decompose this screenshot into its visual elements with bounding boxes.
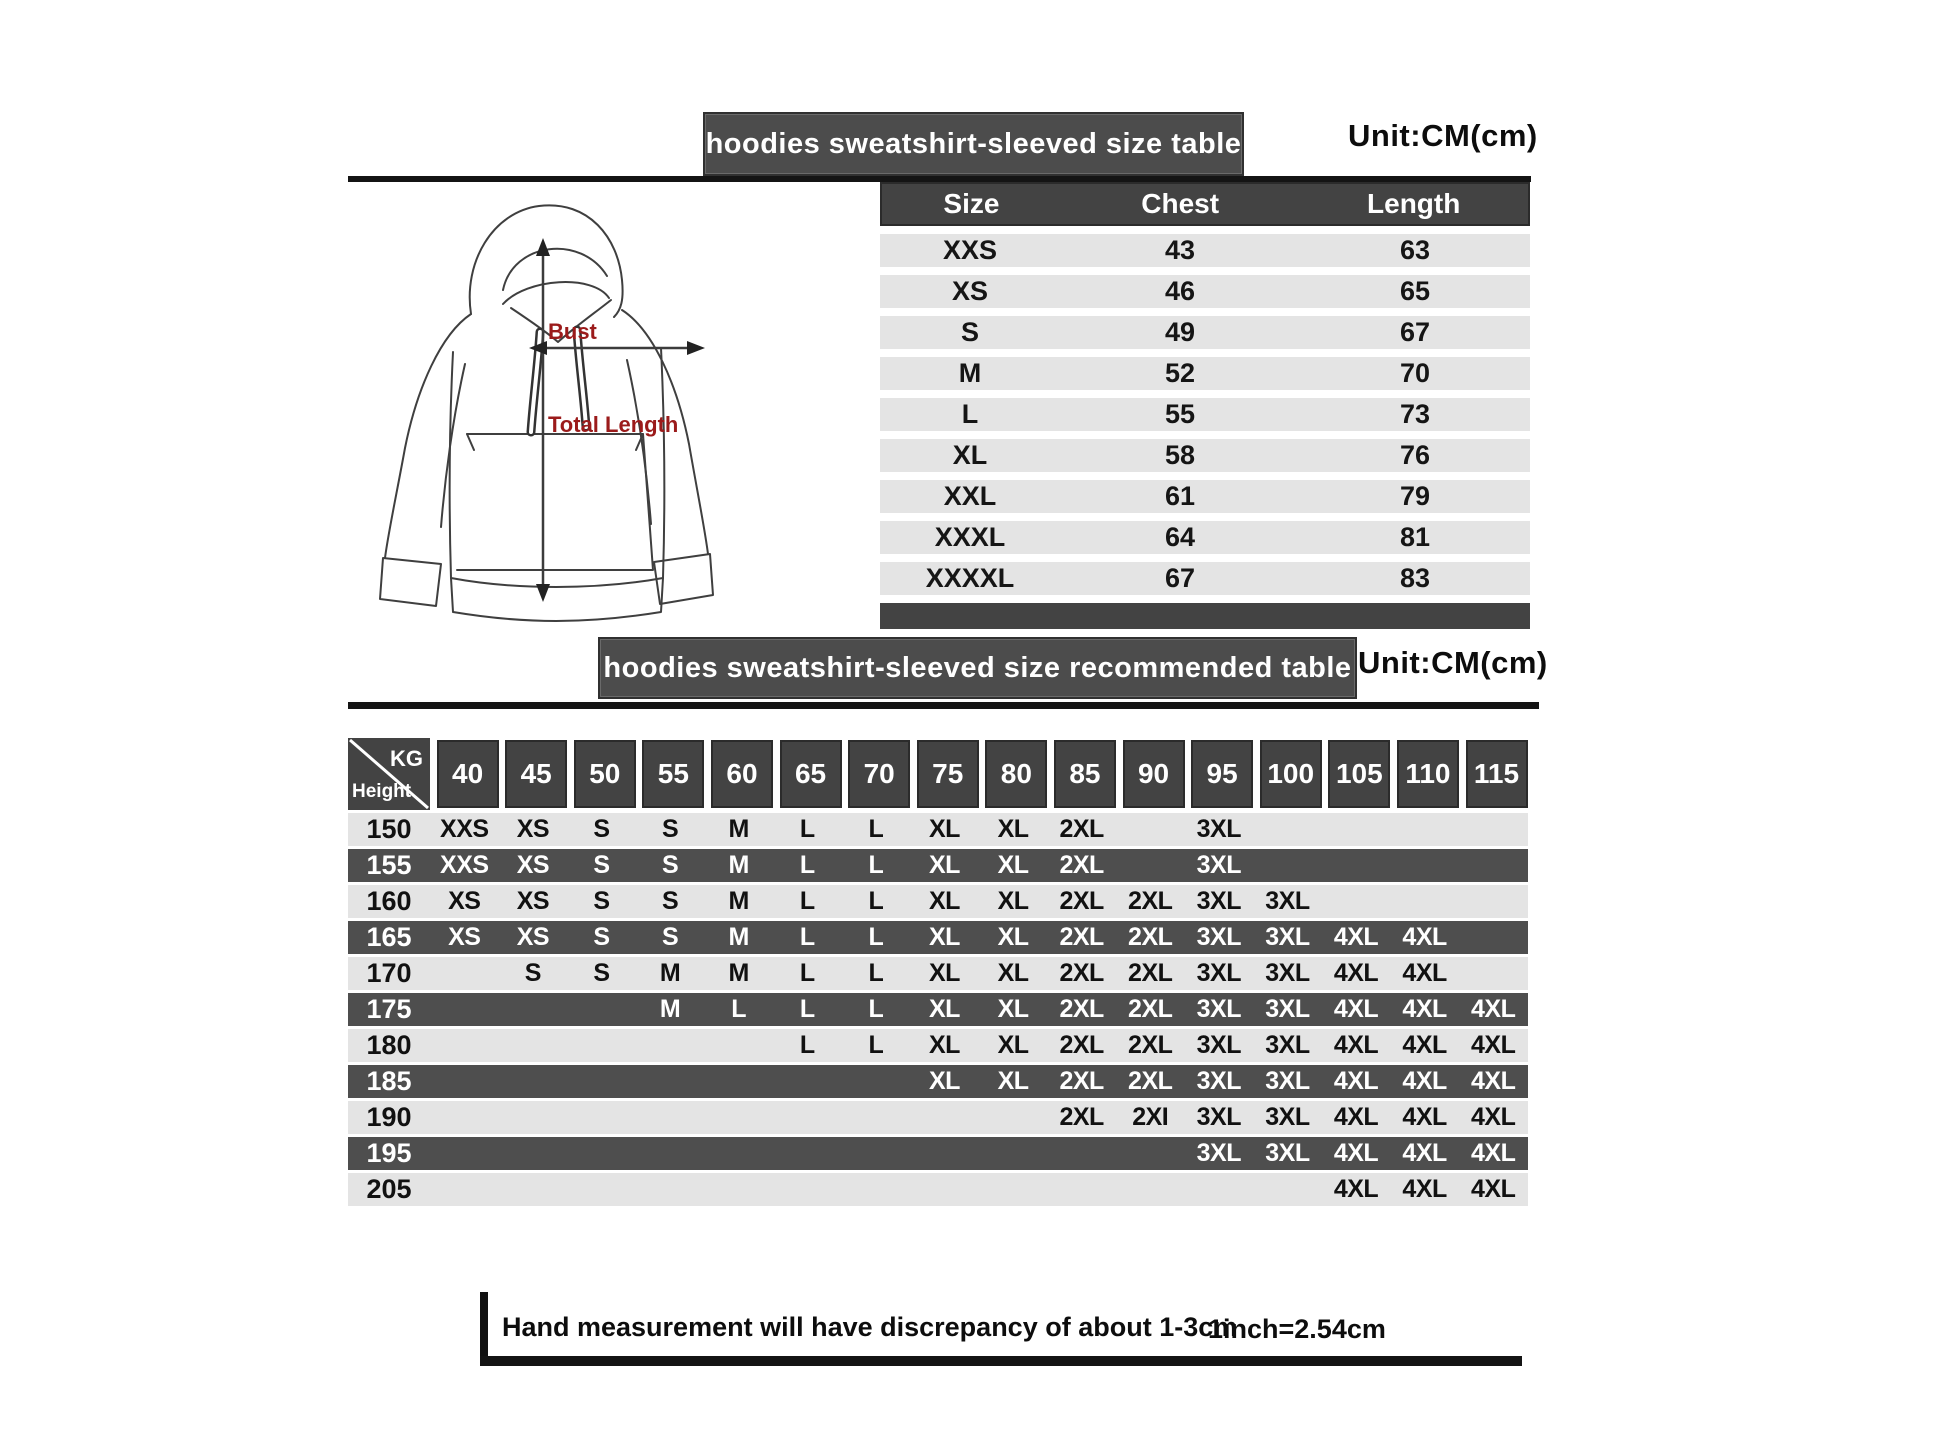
recommend-row (348, 1029, 1528, 1062)
recommend-size-cell: L (868, 887, 884, 915)
recommend-size-cell: S (593, 887, 610, 915)
size-table-row (880, 521, 1530, 554)
recommend-size-cell (1116, 813, 1185, 846)
recommend-size-cell: 3XL (1196, 923, 1241, 951)
recommend-size-cell: 3XL (1196, 1067, 1241, 1095)
recommend-size-cell: 2XL (1059, 995, 1104, 1023)
recommend-row (348, 1101, 1528, 1134)
recommend-size-cell: 3XL (1196, 959, 1241, 987)
recommend-size-cell: L (868, 1031, 884, 1059)
recommend-row (348, 1137, 1528, 1170)
recommend-size-cell: 4XL (1333, 959, 1379, 987)
recommend-table-title: hoodies sweatshirt-sleeved size recommended table (603, 651, 1352, 684)
recommend-size-cell (430, 1101, 499, 1134)
size-table-row (880, 316, 1530, 349)
inch-conversion: 1inch=2.54cm (1208, 1314, 1386, 1344)
recommend-size-cell: 3XL (1265, 923, 1310, 951)
size-table-cell: 46 (1164, 276, 1196, 306)
recommend-size-cell: 4XL (1471, 1139, 1516, 1167)
size-table-footer-bar (880, 603, 1530, 629)
recommend-size-cell: 4XL (1333, 1031, 1379, 1059)
recommend-size-cell (430, 1173, 499, 1206)
recommend-size-cell: 2XL (1059, 815, 1104, 843)
recommend-size-cell: 3XL (1265, 887, 1310, 915)
weight-header-cell: 70 (848, 740, 910, 808)
recommend-size-cell: XL (997, 815, 1029, 843)
recommend-size-cell: 3XL (1196, 1139, 1241, 1167)
recommend-size-cell (567, 1101, 636, 1134)
recommend-size-cell: 4XL (1471, 1031, 1516, 1059)
recommend-size-cell: 3XL (1196, 995, 1241, 1023)
height-cell: 190 (366, 1102, 412, 1132)
recommend-size-cell: XXS (440, 851, 489, 879)
recommend-size-cell: L (868, 923, 884, 951)
height-cell: 185 (366, 1066, 412, 1096)
recommend-size-cell (567, 1029, 636, 1062)
recommend-size-cell: 2XL (1059, 923, 1104, 951)
recommend-size-cell: S (661, 887, 679, 915)
recommend-size-cell: L (799, 923, 815, 951)
recommend-size-cell: 4XL (1333, 1139, 1379, 1167)
size-table-cell: 79 (1399, 481, 1431, 511)
recommend-size-cell: 4XL (1333, 923, 1379, 951)
recommend-size-cell: M (728, 887, 749, 915)
size-table-cell: 55 (1164, 399, 1196, 429)
recommend-size-cell: XS (448, 887, 481, 915)
size-table-cell: 70 (1399, 358, 1431, 388)
recommend-size-cell: 4XL (1402, 995, 1447, 1023)
recommend-size-cell: L (799, 887, 815, 915)
weight-header-cell: 65 (780, 740, 842, 808)
recommend-size-cell (1459, 885, 1528, 918)
recommend-size-cell: L (731, 995, 747, 1023)
recommend-size-cell: 4XL (1471, 1067, 1516, 1095)
recommend-size-cell: M (728, 923, 749, 951)
weight-header-cell: 45 (505, 740, 567, 808)
recommend-size-cell (499, 1065, 568, 1098)
weight-header-cell: 105 (1328, 740, 1390, 808)
size-column-header: Size (943, 188, 1000, 219)
recommend-size-cell (773, 1101, 842, 1134)
recommend-size-cell: XL (928, 959, 960, 987)
size-table-cell: XXL (943, 481, 997, 511)
recommend-size-cell: XS (516, 851, 550, 879)
recommend-size-cell: 2XL (1059, 959, 1104, 987)
weight-header-cell: 80 (985, 740, 1047, 808)
recommend-size-cell: 2XL (1059, 1031, 1104, 1059)
hood-outline (470, 205, 623, 317)
recommend-size-cell: XL (928, 923, 960, 951)
size-table-cell: 61 (1164, 481, 1196, 511)
height-cell: 175 (366, 994, 412, 1024)
recommend-size-cell: M (728, 851, 749, 879)
recommend-size-cell: 2XL (1128, 1067, 1173, 1095)
recommend-size-cell: M (659, 959, 681, 987)
recommend-size-cell (567, 1173, 636, 1206)
recommend-size-cell: 4XL (1471, 1103, 1516, 1131)
recommend-size-cell (910, 1101, 979, 1134)
recommend-size-cell: 4XL (1402, 923, 1447, 951)
recommend-size-cell: S (593, 923, 610, 951)
recommend-row (348, 993, 1528, 1026)
recommend-size-cell: L (799, 1031, 815, 1059)
recommend-size-cell (910, 1137, 979, 1170)
recommend-size-cell (1459, 957, 1528, 990)
recommend-size-cell (1253, 813, 1322, 846)
size-table-cell: XL (952, 440, 988, 470)
recommend-size-cell (704, 1101, 773, 1134)
size-table-cell: 52 (1164, 358, 1196, 388)
recommend-size-cell: L (799, 995, 815, 1023)
height-label: Height (352, 781, 412, 802)
recommend-size-cell: 4XL (1471, 1175, 1516, 1203)
recommend-size-cell (1459, 921, 1528, 954)
size-table-title-bar (703, 112, 1244, 176)
size-table-row (880, 275, 1530, 308)
size-table-cell: S (960, 317, 979, 347)
size-table-body (880, 234, 1530, 595)
recommend-size-cell: XL (997, 851, 1029, 879)
recommend-size-cell: XL (997, 887, 1029, 915)
height-cell: 155 (366, 850, 412, 880)
recommend-size-cell: 3XL (1196, 815, 1241, 843)
size-table-cell: 43 (1164, 235, 1196, 265)
recommend-size-cell (704, 1137, 773, 1170)
size-table-cell: 73 (1399, 399, 1431, 429)
recommend-size-cell: XL (928, 851, 960, 879)
recommend-size-cell: 4XL (1402, 1067, 1447, 1095)
recommend-size-cell (842, 1065, 911, 1098)
size-table-title: hoodies sweatshirt-sleeved size table (705, 127, 1242, 160)
size-table-cell: L (961, 399, 979, 429)
recommend-row (348, 921, 1528, 954)
recommend-size-cell (499, 1173, 568, 1206)
recommend-size-cell (430, 957, 499, 990)
size-table-cell: XXXXL (925, 563, 1015, 593)
size-table-cell: XS (951, 276, 989, 306)
size-table-cell: 81 (1399, 522, 1431, 552)
size-table-row (880, 562, 1530, 595)
recommend-row (348, 885, 1528, 918)
recommend-size-cell: 4XL (1402, 959, 1447, 987)
recommend-size-cell (842, 1173, 911, 1206)
height-cell: 170 (366, 958, 412, 988)
recommend-table-title-bar (598, 637, 1357, 699)
recommend-table (348, 738, 1528, 1206)
height-cell: 165 (366, 922, 412, 952)
recommend-size-cell (1047, 1137, 1116, 1170)
recommend-size-cell: S (661, 851, 679, 879)
recommend-size-cell: XL (997, 1031, 1029, 1059)
recommend-size-cell (773, 1065, 842, 1098)
size-table-row (880, 480, 1530, 513)
recommend-size-cell: 2XL (1128, 1031, 1173, 1059)
recommend-size-cell (567, 993, 636, 1026)
size-table-cell: XXS (942, 235, 998, 265)
recommend-size-cell: XL (997, 995, 1029, 1023)
weight-header-cell: 100 (1260, 740, 1322, 808)
recommend-size-cell: S (593, 851, 610, 879)
recommend-size-cell: XS (448, 923, 481, 951)
size-table-row (880, 234, 1530, 267)
size-table-row (880, 439, 1530, 472)
recommend-size-cell (1322, 813, 1391, 846)
recommend-size-cell (1390, 849, 1459, 882)
recommend-size-cell (842, 1101, 911, 1134)
recommend-size-cell (1116, 1137, 1185, 1170)
recommend-size-cell: 3XL (1196, 851, 1241, 879)
height-cell: 195 (366, 1138, 412, 1168)
bust-label: Bust (548, 319, 597, 344)
recommend-size-cell: 4XL (1402, 1139, 1447, 1167)
recommend-size-cell: XS (516, 887, 550, 915)
recommend-size-cell: M (728, 815, 749, 843)
recommend-size-cell: 3XL (1196, 1103, 1241, 1131)
recommend-size-cell: S (661, 815, 679, 843)
recommend-size-cell (1459, 849, 1528, 882)
size-table-row (880, 357, 1530, 390)
recommend-size-cell: M (728, 959, 749, 987)
recommend-size-cell: XS (516, 923, 550, 951)
recommend-size-cell: 3XL (1265, 1139, 1310, 1167)
recommend-size-cell: XL (997, 923, 1029, 951)
recommend-size-cell: 2XL (1128, 995, 1173, 1023)
size-table-cell: XXXL (934, 522, 1006, 552)
recommend-size-cell: 4XL (1333, 995, 1379, 1023)
recommend-size-cell: XL (928, 1067, 960, 1095)
size-table-cell: 63 (1399, 235, 1431, 265)
unit-label-top: Unit:CM(cm) (1348, 118, 1538, 153)
recommend-size-cell: 2XI (1132, 1103, 1169, 1131)
recommend-size-cell: 4XL (1402, 1103, 1447, 1131)
recommend-size-cell: L (799, 959, 815, 987)
footnote-text: Hand measurement will have discrepancy of about 1-3cm (502, 1312, 1238, 1342)
recommend-size-cell (499, 1029, 568, 1062)
recommend-size-cell (430, 1029, 499, 1062)
recommend-size-cell: 2XL (1059, 1067, 1104, 1095)
recommend-size-cell (499, 1137, 568, 1170)
weight-header-cell: 50 (574, 740, 636, 808)
recommend-size-cell: L (868, 851, 884, 879)
recommend-size-cell: 2XL (1059, 851, 1104, 879)
recommend-size-cell (979, 1137, 1048, 1170)
recommend-size-cell (636, 1137, 705, 1170)
recommend-row (348, 849, 1528, 882)
unit-label-bottom: Unit:CM(cm) (1358, 645, 1548, 680)
recommend-size-cell: 2XL (1128, 887, 1173, 915)
recommend-size-cell (567, 1065, 636, 1098)
recommend-size-cell (1047, 1173, 1116, 1206)
recommend-size-cell: 3XL (1265, 1103, 1310, 1131)
recommend-size-cell (1116, 849, 1185, 882)
recommend-size-cell: L (799, 851, 815, 879)
height-cell: 160 (366, 886, 412, 916)
recommend-size-cell (704, 1173, 773, 1206)
recommend-size-cell (636, 1173, 705, 1206)
weight-header-cell: 40 (437, 740, 499, 808)
recommend-size-cell: XS (516, 815, 550, 843)
size-table-row (880, 398, 1530, 431)
recommend-size-cell: 3XL (1265, 959, 1310, 987)
weight-header-cell: 115 (1466, 740, 1528, 808)
recommend-row (348, 1173, 1528, 1206)
weight-header-cell: 85 (1054, 740, 1116, 808)
recommend-size-cell: 4XL (1402, 1031, 1447, 1059)
recommend-size-cell: 4XL (1333, 1103, 1379, 1131)
hoodie-measurement-diagram (355, 192, 755, 622)
weight-header-cell: 110 (1397, 740, 1459, 808)
recommend-size-cell: 3XL (1265, 1031, 1310, 1059)
recommend-size-cell: XL (928, 815, 960, 843)
weight-header-cell: 75 (917, 740, 979, 808)
recommend-size-cell: 3XL (1265, 995, 1310, 1023)
weight-header-cell: 60 (711, 740, 773, 808)
recommend-size-cell (430, 1137, 499, 1170)
kg-height-corner-cell (348, 738, 430, 810)
recommend-size-cell (773, 1173, 842, 1206)
recommend-size-cell (499, 993, 568, 1026)
total-length-label: Total Length (548, 412, 679, 437)
recommend-size-cell (1322, 885, 1391, 918)
weight-header-cell: 90 (1123, 740, 1185, 808)
recommend-table-header (348, 738, 1528, 810)
recommend-size-cell: XL (928, 995, 960, 1023)
recommend-size-cell (499, 1101, 568, 1134)
recommend-size-cell: S (593, 959, 610, 987)
recommend-size-cell: 4XL (1333, 1067, 1379, 1095)
weight-header-cell: 55 (642, 740, 704, 808)
recommend-size-cell: XL (997, 1067, 1029, 1095)
recommend-size-cell (567, 1137, 636, 1170)
recommend-size-cell (636, 1101, 705, 1134)
recommend-size-cell: 3XL (1265, 1067, 1310, 1095)
recommend-size-cell (1253, 1173, 1322, 1206)
size-table-cell: 58 (1164, 440, 1196, 470)
length-column-header: Length (1367, 188, 1461, 219)
recommend-size-cell (430, 993, 499, 1026)
pocket-outline (457, 434, 653, 570)
recommend-size-cell: 4XL (1471, 995, 1516, 1023)
size-table-header (880, 182, 1530, 226)
recommend-size-cell (773, 1137, 842, 1170)
chest-column-header: Chest (1141, 188, 1220, 219)
recommend-size-cell: 3XL (1196, 1031, 1241, 1059)
recommend-size-cell (1322, 849, 1391, 882)
recommend-size-cell: XXS (440, 815, 489, 843)
recommend-size-cell (1116, 1173, 1185, 1206)
height-cell: 180 (366, 1030, 412, 1060)
recommend-size-cell: L (799, 815, 815, 843)
recommend-row (348, 813, 1528, 846)
size-table-cell: 83 (1399, 563, 1431, 593)
recommend-size-cell (636, 1029, 705, 1062)
recommend-row (348, 1065, 1528, 1098)
recommend-size-cell: 2XL (1128, 959, 1173, 987)
recommend-size-cell (704, 1029, 773, 1062)
size-table-cell: 49 (1164, 317, 1196, 347)
recommend-size-cell: 3XL (1196, 887, 1241, 915)
recommend-size-cell (704, 1065, 773, 1098)
recommend-size-cell: L (868, 815, 884, 843)
recommend-size-cell: S (524, 959, 541, 987)
size-table-cell: 67 (1164, 563, 1196, 593)
recommend-size-cell (842, 1137, 911, 1170)
size-table-cell: 76 (1399, 440, 1431, 470)
recommend-size-cell: XL (928, 887, 960, 915)
size-table-cell: 67 (1399, 317, 1431, 347)
recommend-size-cell (1459, 813, 1528, 846)
recommend-size-cell: 4XL (1402, 1175, 1447, 1203)
size-table (880, 182, 1530, 629)
recommend-size-cell (1253, 849, 1322, 882)
recommend-size-cell (636, 1065, 705, 1098)
recommend-size-cell: L (868, 995, 884, 1023)
recommend-size-cell (979, 1101, 1048, 1134)
recommend-size-cell: M (659, 995, 681, 1023)
recommend-size-cell (910, 1173, 979, 1206)
recommend-size-cell: 2XL (1128, 923, 1173, 951)
recommend-table-body (348, 813, 1528, 1206)
recommend-size-cell: XL (997, 959, 1029, 987)
footnote-left-bar (480, 1292, 488, 1366)
divider-middle (348, 702, 1539, 709)
height-cell: 205 (366, 1174, 412, 1204)
recommend-size-cell: S (661, 923, 679, 951)
recommend-size-cell (1390, 813, 1459, 846)
height-cell: 150 (366, 814, 412, 844)
recommend-size-cell: 2XL (1059, 887, 1104, 915)
kg-label: KG (390, 746, 423, 771)
weight-header-row (430, 738, 1528, 810)
weight-header-cell: 95 (1191, 740, 1253, 808)
recommend-size-cell: XL (928, 1031, 960, 1059)
recommend-size-cell: S (593, 815, 610, 843)
recommend-size-cell (979, 1173, 1048, 1206)
size-table-cell: 64 (1164, 522, 1196, 552)
recommend-size-cell (430, 1065, 499, 1098)
recommend-size-cell: 2XL (1059, 1103, 1104, 1131)
footnote-underline (480, 1356, 1522, 1366)
size-table-cell: M (958, 358, 982, 388)
recommend-size-cell (1390, 885, 1459, 918)
recommend-size-cell: L (868, 959, 884, 987)
recommend-size-cell (1185, 1173, 1254, 1206)
recommend-row (348, 957, 1528, 990)
recommend-size-cell: 4XL (1333, 1175, 1379, 1203)
size-table-cell: 65 (1399, 276, 1431, 306)
